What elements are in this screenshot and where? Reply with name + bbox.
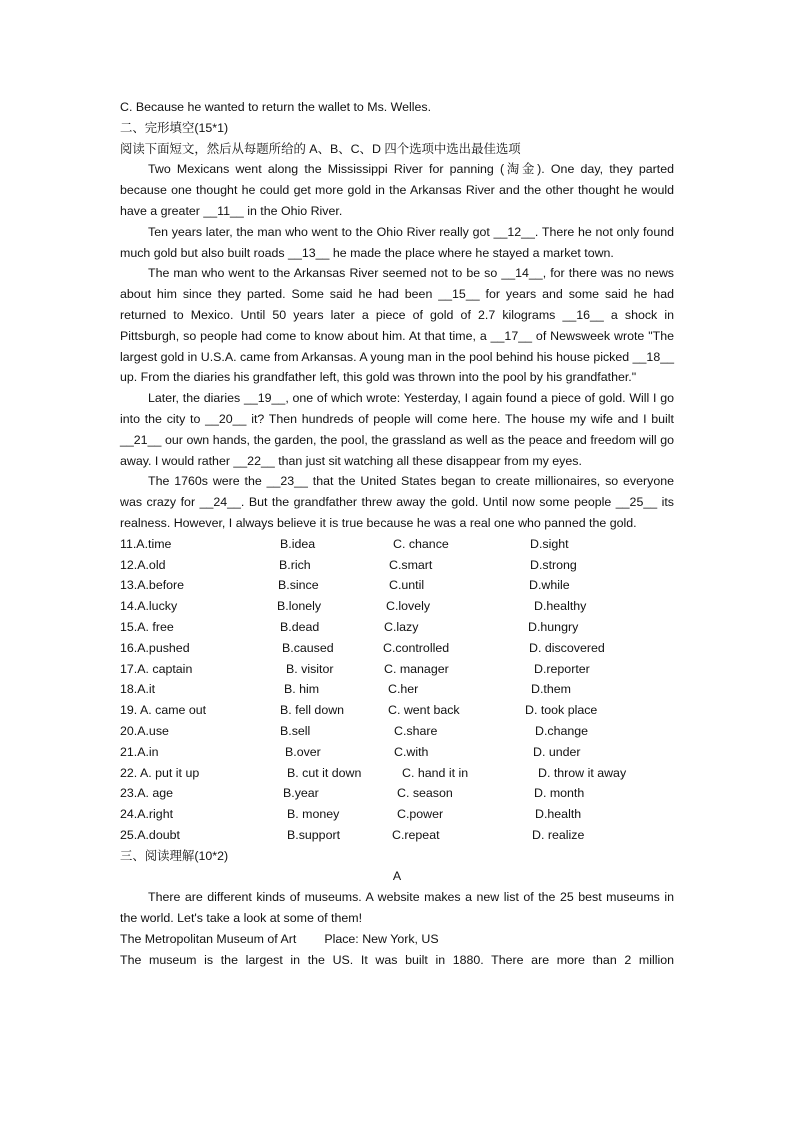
option-row bbox=[120, 534, 674, 555]
museum-heading bbox=[120, 929, 674, 950]
option-d: D.hungry bbox=[528, 619, 579, 634]
cloze-paragraph: The man who went to the Arkansas River seemed not to be so __14__, for there was no news about him since they parted. Some said he had been __15__ for years and some said he had returned to Mexico. Until 50 years later a piece of gold of 2.7 kilograms __16__ a shock in Pittsburgh, so people had come to know about him. At that time, a __17__ of Newsweek wrote "The largest gold in U.S.A. came from Arkansas. A young man in the pool behind his house picked __18__ up. From the diaries his grandfather left, this gold was thrown into the pool by his grandfather." bbox=[120, 266, 674, 385]
option-b: B.sell bbox=[280, 723, 311, 738]
option-d: D.sight bbox=[530, 536, 569, 551]
option-row bbox=[120, 555, 674, 576]
cloze-paragraph: The 1760s were the __23__ that the United States began to create millionaires, so everyone was crazy for __24__. But the grandfather threw away the gold. Until now some people __25__ its realness. However, I always believe it is true because he was a real one who panned the gold. bbox=[120, 474, 674, 530]
option-c: C.smart bbox=[389, 557, 433, 572]
option-row bbox=[120, 617, 674, 638]
option-a: 20.A.use bbox=[120, 723, 169, 738]
option-c: C. manager bbox=[384, 661, 449, 676]
option-c: C.with bbox=[394, 744, 429, 759]
option-d: D.while bbox=[529, 578, 570, 593]
option-row bbox=[120, 783, 674, 804]
option-row bbox=[120, 763, 674, 784]
option-row bbox=[120, 721, 674, 742]
option-a: 12.A.old bbox=[120, 557, 166, 572]
option-b: B. cut it down bbox=[287, 765, 362, 780]
option-d: D. discovered bbox=[529, 640, 605, 655]
option-a: 24.A.right bbox=[120, 807, 174, 822]
cloze-paragraph: Ten years later, the man who went to the Ohio River really got __12__. There he not only found much gold but also built roads __13__ he made the place where he stayed a market town. bbox=[120, 224, 674, 260]
cloze-options-list bbox=[120, 534, 674, 846]
option-a: 23.A. age bbox=[120, 786, 174, 801]
option-a: 13.A.before bbox=[120, 578, 185, 593]
option-c: C. hand it in bbox=[402, 765, 469, 780]
option-b: B. money bbox=[287, 807, 340, 822]
option-b: B.dead bbox=[280, 619, 320, 634]
cloze-paragraph: Two Mexicans went along the Mississippi River for panning (淘金). One day, they parted because one thought he could get more gold in the Arkansas River and the other thought he would have a greater __11__ in the Ohio River. bbox=[120, 162, 674, 218]
option-a: 16.A.pushed bbox=[120, 640, 190, 655]
passage-label: A bbox=[392, 869, 402, 884]
option-row bbox=[120, 575, 674, 596]
option-c: C.controlled bbox=[383, 640, 450, 655]
option-b: B.year bbox=[283, 786, 319, 801]
option-b: B.caused bbox=[282, 640, 334, 655]
option-d: D.healthy bbox=[534, 599, 587, 614]
option-d: D. took place bbox=[525, 703, 598, 718]
option-row bbox=[120, 679, 674, 700]
section-cloze-instruction: 阅读下面短文，然后从每题所给的 A、B、C、D 四个选项中选出最佳选项 bbox=[120, 141, 521, 156]
option-row bbox=[120, 700, 674, 721]
museum-place: Place: New York, US bbox=[324, 931, 439, 946]
option-d: D.strong bbox=[530, 557, 577, 572]
option-b: B.since bbox=[278, 578, 319, 593]
option-b: B. fell down bbox=[280, 703, 345, 718]
option-row bbox=[120, 638, 674, 659]
option-row bbox=[120, 659, 674, 680]
option-a: 25.A.doubt bbox=[120, 827, 180, 842]
option-a: 17.A. captain bbox=[120, 661, 193, 676]
option-c: C. went back bbox=[388, 703, 460, 718]
option-a: 15.A. free bbox=[120, 619, 174, 634]
option-c: C.lazy bbox=[384, 619, 419, 634]
option-c: C.until bbox=[389, 578, 425, 593]
section-reading-title: 三、阅读理解(10*2) bbox=[120, 848, 229, 863]
cloze-paragraph: Later, the diaries __19__, one of which wrote: Yesterday, I again found a piece of gold. Will I go into the city to __20__ it? Then hundreds of people will come here. The house my wife and I built __21__ our own hands, the garden, the pool, the grassland as well as the peace and freedom will go away. I would rather __22__ than just sit watching all these disappear from my eyes. bbox=[120, 391, 674, 468]
museum-name: The Metropolitan Museum of Art bbox=[120, 931, 297, 946]
option-b: B.rich bbox=[279, 557, 311, 572]
option-a: 18.A.it bbox=[120, 682, 156, 697]
option-row bbox=[120, 804, 674, 825]
section-cloze-title: 二、完形填空(15*1) bbox=[120, 120, 229, 135]
option-c: C.lovely bbox=[386, 599, 431, 614]
option-c: C.her bbox=[388, 682, 419, 697]
option-a: 14.A.lucky bbox=[120, 599, 178, 614]
option-d: D. throw it away bbox=[538, 765, 627, 780]
previous-question-option: C. Because he wanted to return the wallet to Ms. Welles. bbox=[120, 100, 432, 114]
option-b: B.lonely bbox=[277, 599, 322, 614]
option-a: 22. A. put it up bbox=[120, 765, 200, 780]
option-a: 21.A.in bbox=[120, 744, 159, 759]
option-c: C.power bbox=[397, 807, 444, 822]
option-d: D.health bbox=[535, 807, 582, 822]
option-b: B.idea bbox=[280, 536, 316, 551]
option-b: B.support bbox=[287, 827, 341, 842]
option-a: 11.A.time bbox=[120, 536, 172, 551]
option-c: C. season bbox=[397, 786, 453, 801]
option-d: D. under bbox=[533, 744, 581, 759]
option-a: 19. A. came out bbox=[120, 703, 207, 718]
option-d: D.change bbox=[535, 723, 589, 738]
option-c: C.share bbox=[394, 723, 438, 738]
option-c: C.repeat bbox=[392, 827, 440, 842]
reading-intro-paragraph: There are different kinds of museums. A website makes a new list of the 25 best museums in the world. Let's take a look at some of them! bbox=[120, 890, 674, 926]
option-b: B.over bbox=[285, 744, 321, 759]
option-d: D. month bbox=[534, 786, 585, 801]
option-b: B. him bbox=[284, 682, 320, 697]
option-b: B. visitor bbox=[286, 661, 334, 676]
document-page bbox=[120, 97, 674, 970]
option-row bbox=[120, 825, 674, 846]
option-c: C. chance bbox=[393, 536, 449, 551]
option-d: D.them bbox=[531, 682, 571, 697]
option-row bbox=[120, 742, 674, 763]
option-row bbox=[120, 596, 674, 617]
option-d: D. realize bbox=[532, 827, 585, 842]
option-d: D.reporter bbox=[534, 661, 590, 676]
museum-description: The museum is the largest in the US. It was built in 1880. There are more than 2 million bbox=[120, 952, 674, 967]
